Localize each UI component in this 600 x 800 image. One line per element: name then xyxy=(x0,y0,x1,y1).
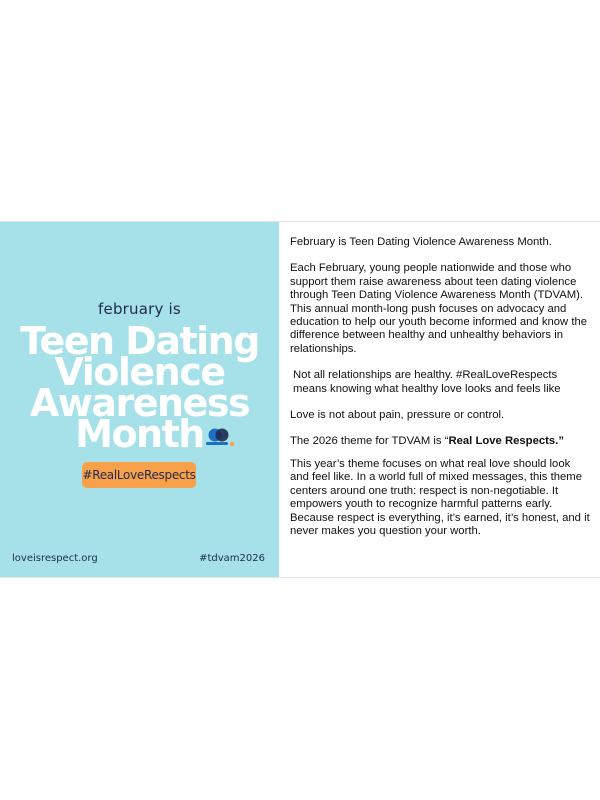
campaign-tag-label: #tdvam2026 xyxy=(199,553,265,564)
article-text xyxy=(290,236,590,538)
headline-line: Teen Dating xyxy=(20,319,259,363)
headline-line: Awareness xyxy=(29,381,250,425)
graphic-kicker: february is xyxy=(98,300,181,318)
campaign-graphic xyxy=(0,222,279,577)
theme-paragraph xyxy=(290,435,590,448)
intro-paragraph: February is Teen Dating Violence Awareness Month. xyxy=(290,236,552,248)
love-statement-paragraph: Love is not about pain, pressure or control. xyxy=(290,409,505,422)
slide xyxy=(0,221,600,578)
hashtag-badge: #RealLoveRespects xyxy=(82,462,196,488)
healthy-relationships-paragraph: Not all relationships are healthy. #RealLoveRespects means knowing what healthy love looks and feels like xyxy=(293,369,561,395)
theme-focus-paragraph: This year’s theme focuses on what real love should look and feel like. In a world full of mixed messages, this theme centers around one truth: respect is non-negotiable. It empowers youth to recognize harmful patterns early. Because respect is everything, it’s earned, it’s honest, and it never makes you question your worth. xyxy=(290,457,590,537)
loveisrespect-logo-icon xyxy=(205,425,237,449)
theme-name: Real Love Respects.” xyxy=(448,435,564,448)
graphic-headline xyxy=(0,319,279,456)
website-label: loveisrespect.org xyxy=(12,553,98,564)
headline-line: Month xyxy=(75,412,204,456)
tdvam-description-paragraph: Each February, young people nationwide and those who support them raise awareness about teen dating violence through Teen Dating Violence Awareness Month (TDVAM). This annual month-long push focuses on advocacy and education to help our youth become informed and know the difference between healthy and unhealthy behaviors in relationships. xyxy=(290,262,588,355)
headline-line: Violence xyxy=(54,350,225,394)
theme-prefix: The 2026 theme for TDVAM is “ xyxy=(290,435,449,448)
